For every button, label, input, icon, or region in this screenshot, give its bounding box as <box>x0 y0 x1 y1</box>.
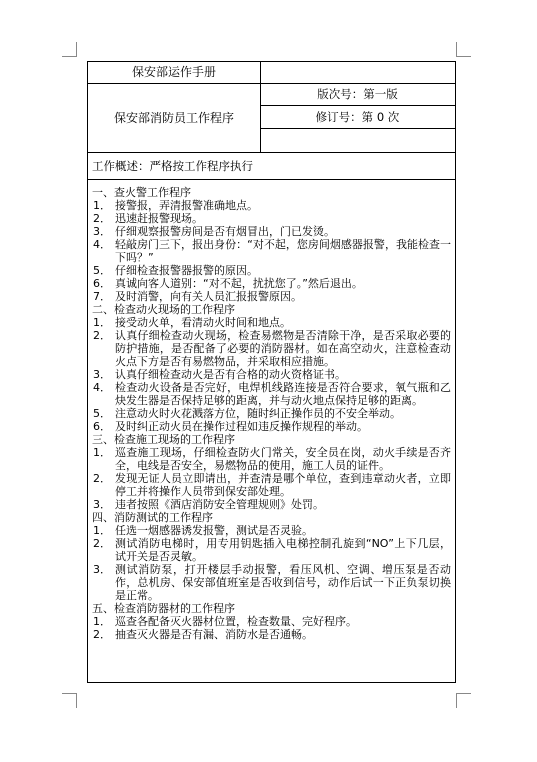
section <box>92 602 451 641</box>
section-title: 三、检查施工现场的工作程序 <box>92 433 235 446</box>
item-number: 2． <box>93 212 111 225</box>
item-text: 违者按照《酒店消防安全管理规则》处罚。 <box>115 498 324 511</box>
procedure-title: 保安部消防员工作程序 <box>113 111 234 125</box>
item-text: 检查动火设备是否完好，电焊机线路连接是否符合要求，氧气瓶和乙炔发生器是否保持足够的距离，并与动火地点保持足够的距离。 <box>115 381 451 407</box>
list-item <box>92 628 451 641</box>
manual-title: 保安部运作手册 <box>131 65 216 79</box>
procedure-content <box>88 180 455 641</box>
item-text: 仔细观察报警房间是否有烟冒出，门已发烫。 <box>115 225 335 238</box>
list-item <box>92 381 451 407</box>
header-block <box>88 62 455 153</box>
list-item <box>92 264 451 277</box>
list-item <box>92 212 451 225</box>
list-item <box>92 316 451 329</box>
item-text: 发现无证人员立即请出，并查清是哪个单位，查到违章动火者，立即停工并将操作人员带到保安部处理。 <box>115 472 451 498</box>
item-text: 巡查各配备灭火器材位置，检查数量、完好程序。 <box>115 615 357 628</box>
crop-mark-bottom-right <box>456 693 471 708</box>
section-title: 二、检查动火现场的工作程序 <box>92 303 235 316</box>
item-text: 真诚向客人道别：“对不起，扰扰您了。”然后退出。 <box>115 277 363 290</box>
list-item <box>92 446 451 472</box>
section <box>92 433 451 511</box>
item-number: 6． <box>93 277 111 290</box>
item-number: 7． <box>93 290 111 303</box>
item-text: 测试消防电梯时，用专用钥匙插入电梯控制孔旋到“NO”上下几层，试开关是否灵敏。 <box>115 537 451 563</box>
item-text: 及时消警，向有关人员汇报报警原因。 <box>115 290 302 303</box>
item-number: 1． <box>93 615 111 628</box>
list-item <box>92 199 451 212</box>
item-text: 任选一烟感器诱发报警，测试是否灵验。 <box>115 524 313 537</box>
item-text: 接警报，弄清报警准确地点。 <box>115 199 258 212</box>
item-number: 3． <box>93 225 111 238</box>
item-text: 仔细检查报警器报警的原因。 <box>115 264 258 277</box>
item-text: 测试消防泵，打开楼层手动报警，看压风机、空调、增压泵是否动作，总机房、保安部值班室是否收到信号，动作后试一下正负泵切换是正常。 <box>115 563 451 602</box>
section <box>92 186 451 303</box>
item-text: 抽查灭火器是否有漏、消防水是否通畅。 <box>115 628 313 641</box>
item-number: 1． <box>93 446 111 459</box>
list-item <box>92 368 451 381</box>
item-text: 及时纠正动火员在操作过程如违反操作规程的举动。 <box>115 420 368 433</box>
list-item <box>92 329 451 368</box>
section <box>92 511 451 602</box>
item-text: 巡查施工现场，仔细检查防火门常关，安全员在岗，动火手续是否齐全，电线是否安全，易燃物品的使用，施工人员的证件。 <box>115 446 451 472</box>
list-item <box>92 420 451 433</box>
item-text: 接受动火单，看清动火时间和地点。 <box>115 316 291 329</box>
list-item <box>92 238 451 264</box>
section-title: 五、检查消防器材的工作程序 <box>92 602 235 615</box>
item-number: 6． <box>93 420 111 433</box>
crop-mark-top-right <box>456 42 471 57</box>
list-item <box>92 537 451 563</box>
section <box>92 303 451 433</box>
item-number: 4． <box>93 238 111 251</box>
section-title: 一、查火警工作程序 <box>92 186 191 199</box>
list-item <box>92 615 451 628</box>
item-text: 认真仔细检查动火是否有合格的动火资格证书。 <box>115 368 346 381</box>
item-text: 认真仔细检查动火现场，检查易燃物是否清除干净，是否采取必要的防护措施，是否配备了必要的消防器材。如在高空动火，注意检查动火点下方是否有易燃物品，并采取相应措施。 <box>115 329 451 368</box>
list-item <box>92 290 451 303</box>
item-number: 1． <box>93 199 111 212</box>
list-item <box>92 407 451 420</box>
crop-mark-top-left <box>62 42 77 57</box>
item-number: 1． <box>93 524 111 537</box>
item-number: 2． <box>93 628 111 641</box>
crop-mark-bottom-left <box>62 693 77 708</box>
list-item <box>92 225 451 238</box>
item-number: 3． <box>93 563 111 576</box>
item-number: 1． <box>93 316 111 329</box>
document-table <box>87 61 456 683</box>
item-text: 迅速赶报警现场。 <box>115 212 203 225</box>
list-item <box>92 563 451 602</box>
item-number: 3． <box>93 498 111 511</box>
work-overview: 工作概述：严格按工作程序执行 <box>88 153 455 180</box>
item-number: 4． <box>93 381 111 394</box>
item-number: 5． <box>93 264 111 277</box>
list-item <box>92 472 451 498</box>
list-item <box>92 277 451 290</box>
revision-number: 修订号：第 0 次 <box>315 110 400 124</box>
list-item <box>92 524 451 537</box>
item-text: 注意动火时火花溅落方位，随时纠正操作员的不安全举动。 <box>115 407 401 420</box>
item-text: 轻敲房门三下，报出身份：“对不起，您房间烟感器报警，我能检查一下吗？” <box>115 238 451 264</box>
section-title: 四、消防测试的工作程序 <box>92 511 213 524</box>
item-number: 2． <box>93 537 111 550</box>
item-number: 2． <box>93 472 111 485</box>
list-item <box>92 498 451 511</box>
version-number: 版次号：第一版 <box>317 87 398 101</box>
item-number: 3． <box>93 368 111 381</box>
item-number: 2． <box>93 329 111 342</box>
item-number: 5． <box>93 407 111 420</box>
